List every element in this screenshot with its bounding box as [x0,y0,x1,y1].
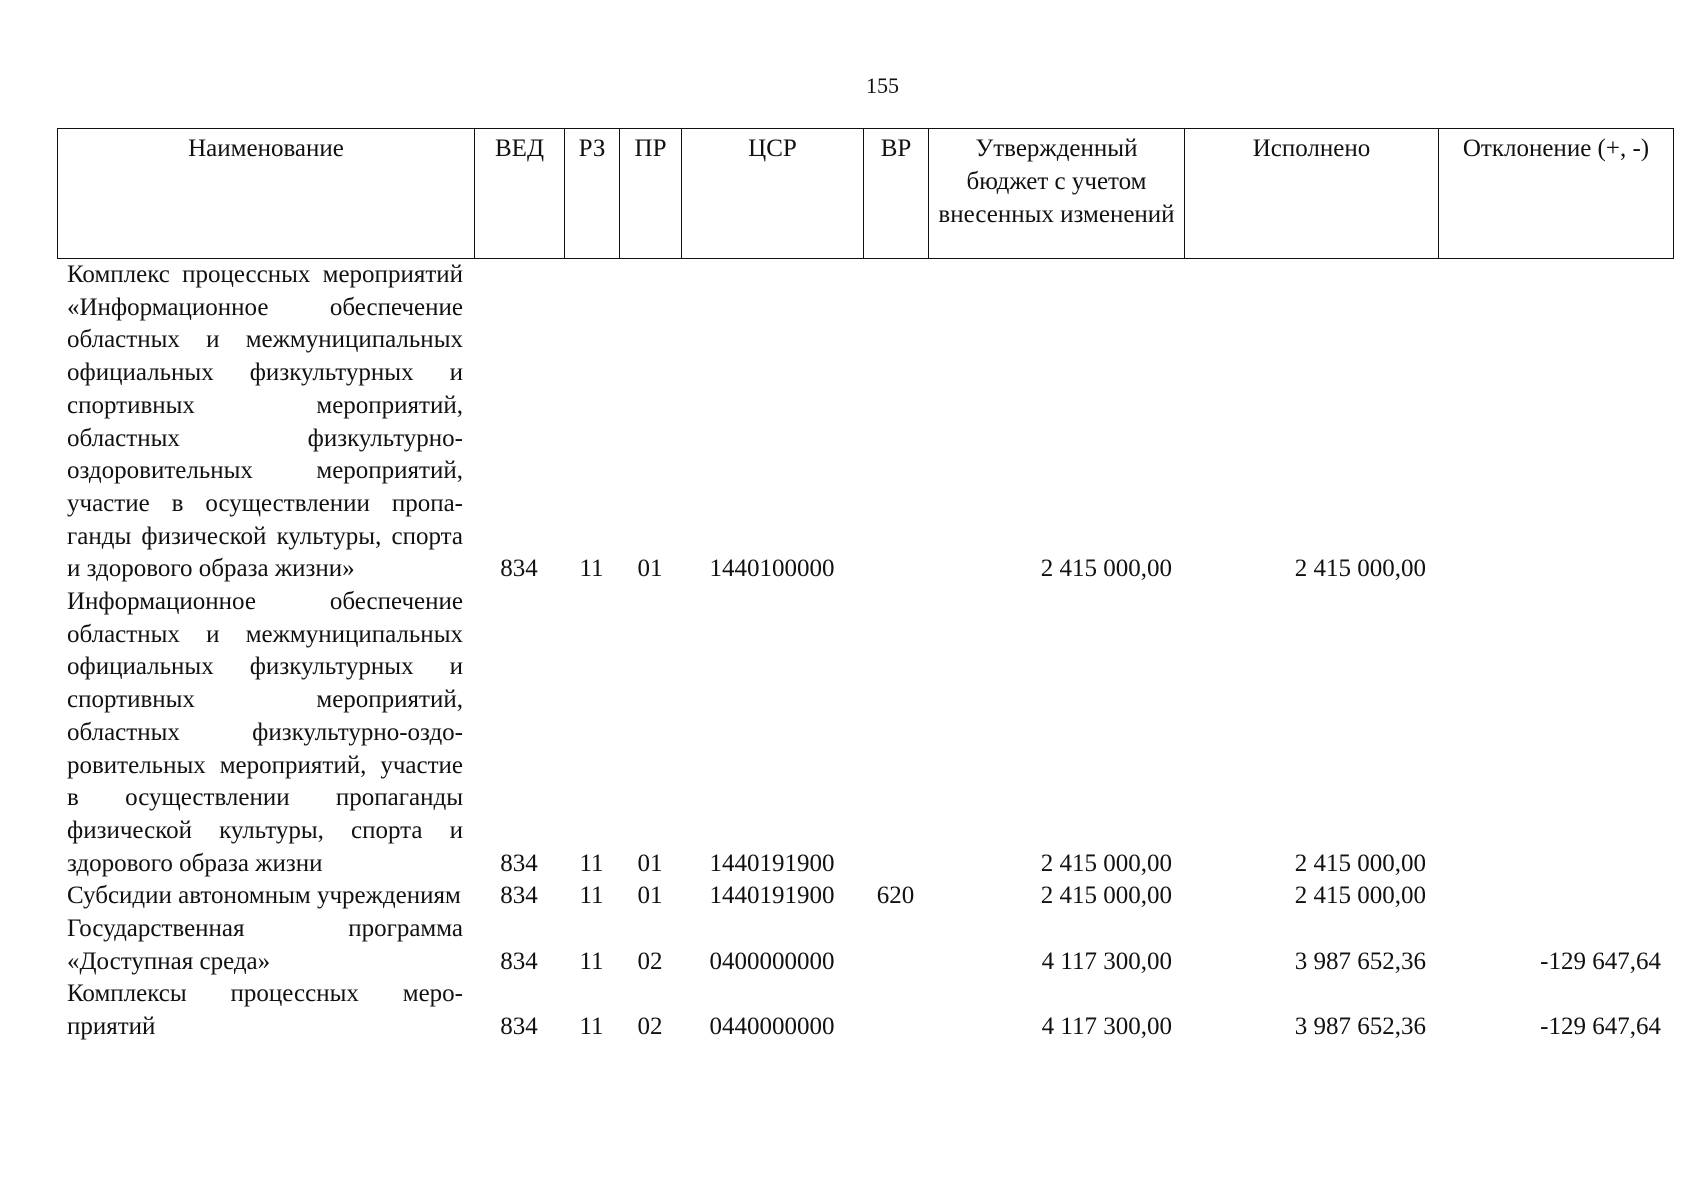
row-ved: 834 [500,849,538,877]
header-rz: РЗ [565,129,620,259]
row-name: Субсидии автономным учреждениям [67,882,461,910]
row-rz: 11 [579,1013,604,1041]
table-row [57,880,1673,913]
row-name: Комплекс процессных мероприятий «Информационное обеспечение областных и межмуниципальных официальных физкультурных и спортивных мероприятий, областных физкультурно-оздоровительных мероприятий, участие в осуществлении пропаганды физической культуры, спорта и здорового образа жизни» [67,261,463,583]
row-deviation [1438,586,1673,880]
row-pr: 01 [637,882,663,910]
header-ved: ВЕД [475,129,565,259]
row-csr: 1440191900 [709,882,835,910]
row-executed: 2 415 000,00 [1294,882,1426,910]
row-approved: 4 117 300,00 [1041,1013,1172,1041]
row-ved: 834 [500,947,538,975]
row-approved: 2 415 000,00 [1040,555,1172,583]
row-vr [863,913,928,978]
header-executed: Исполнено [1185,129,1439,259]
row-rz: 11 [579,849,604,877]
row-approved: 4 117 300,00 [1041,947,1172,975]
table-row [57,913,1673,978]
page-number: 155 [866,73,899,98]
row-rz: 11 [579,947,604,975]
row-approved: 2 415 000,00 [1040,849,1172,877]
row-executed: 3 987 652,36 [1294,947,1426,975]
row-executed: 3 987 652,36 [1294,1013,1426,1041]
row-csr: 0440000000 [709,1013,835,1041]
header-deviation: Отклонение (+, -) [1439,129,1674,259]
row-ved: 834 [500,1013,538,1041]
row-vr [863,586,928,880]
header-pr: ПР [620,129,682,259]
row-ved: 834 [500,882,538,910]
row-pr: 01 [637,849,663,877]
row-deviation [1438,259,1673,586]
row-rz: 11 [579,882,604,910]
budget-table [57,259,1673,1044]
header-approved-budget: Утвержденный бюджет с учетом внесенных изменений [929,129,1185,259]
row-csr: 1440191900 [709,849,835,877]
row-vr [863,978,928,1043]
row-csr: 0400000000 [709,947,835,975]
row-deviation: -129 647,64 [1540,947,1661,975]
row-approved: 2 415 000,00 [1040,882,1172,910]
row-pr: 02 [637,1013,663,1041]
row-ved: 834 [500,555,538,583]
row-executed: 2 415 000,00 [1294,555,1426,583]
table-header [57,128,1674,259]
row-name: Государственная программа «Доступная среда» [67,915,463,975]
row-vr: 620 [876,882,915,910]
row-name: Информационное обеспечение областных и межмуниципальных официальных физкультурных и спортивных мероприятий, областных физкультурно-оздоровительных мероприятий, участие в осуществлении пропаганды физической культуры, спорта и здорового образа жизни [67,588,463,877]
table-row [57,586,1673,880]
header-vr: ВР [864,129,929,259]
row-deviation: -129 647,64 [1540,1013,1661,1041]
row-deviation [1438,880,1673,913]
row-pr: 01 [637,555,663,583]
header-csr: ЦСР [682,129,864,259]
row-vr [863,259,928,586]
table-row [57,978,1673,1043]
row-name: Комплексы процессных мероприятий [67,980,463,1041]
table-row [57,259,1673,586]
row-executed: 2 415 000,00 [1294,849,1426,877]
row-pr: 02 [637,947,663,975]
header-name: Наименование [58,129,475,259]
row-rz: 11 [579,555,604,583]
row-csr: 1440100000 [709,555,835,583]
